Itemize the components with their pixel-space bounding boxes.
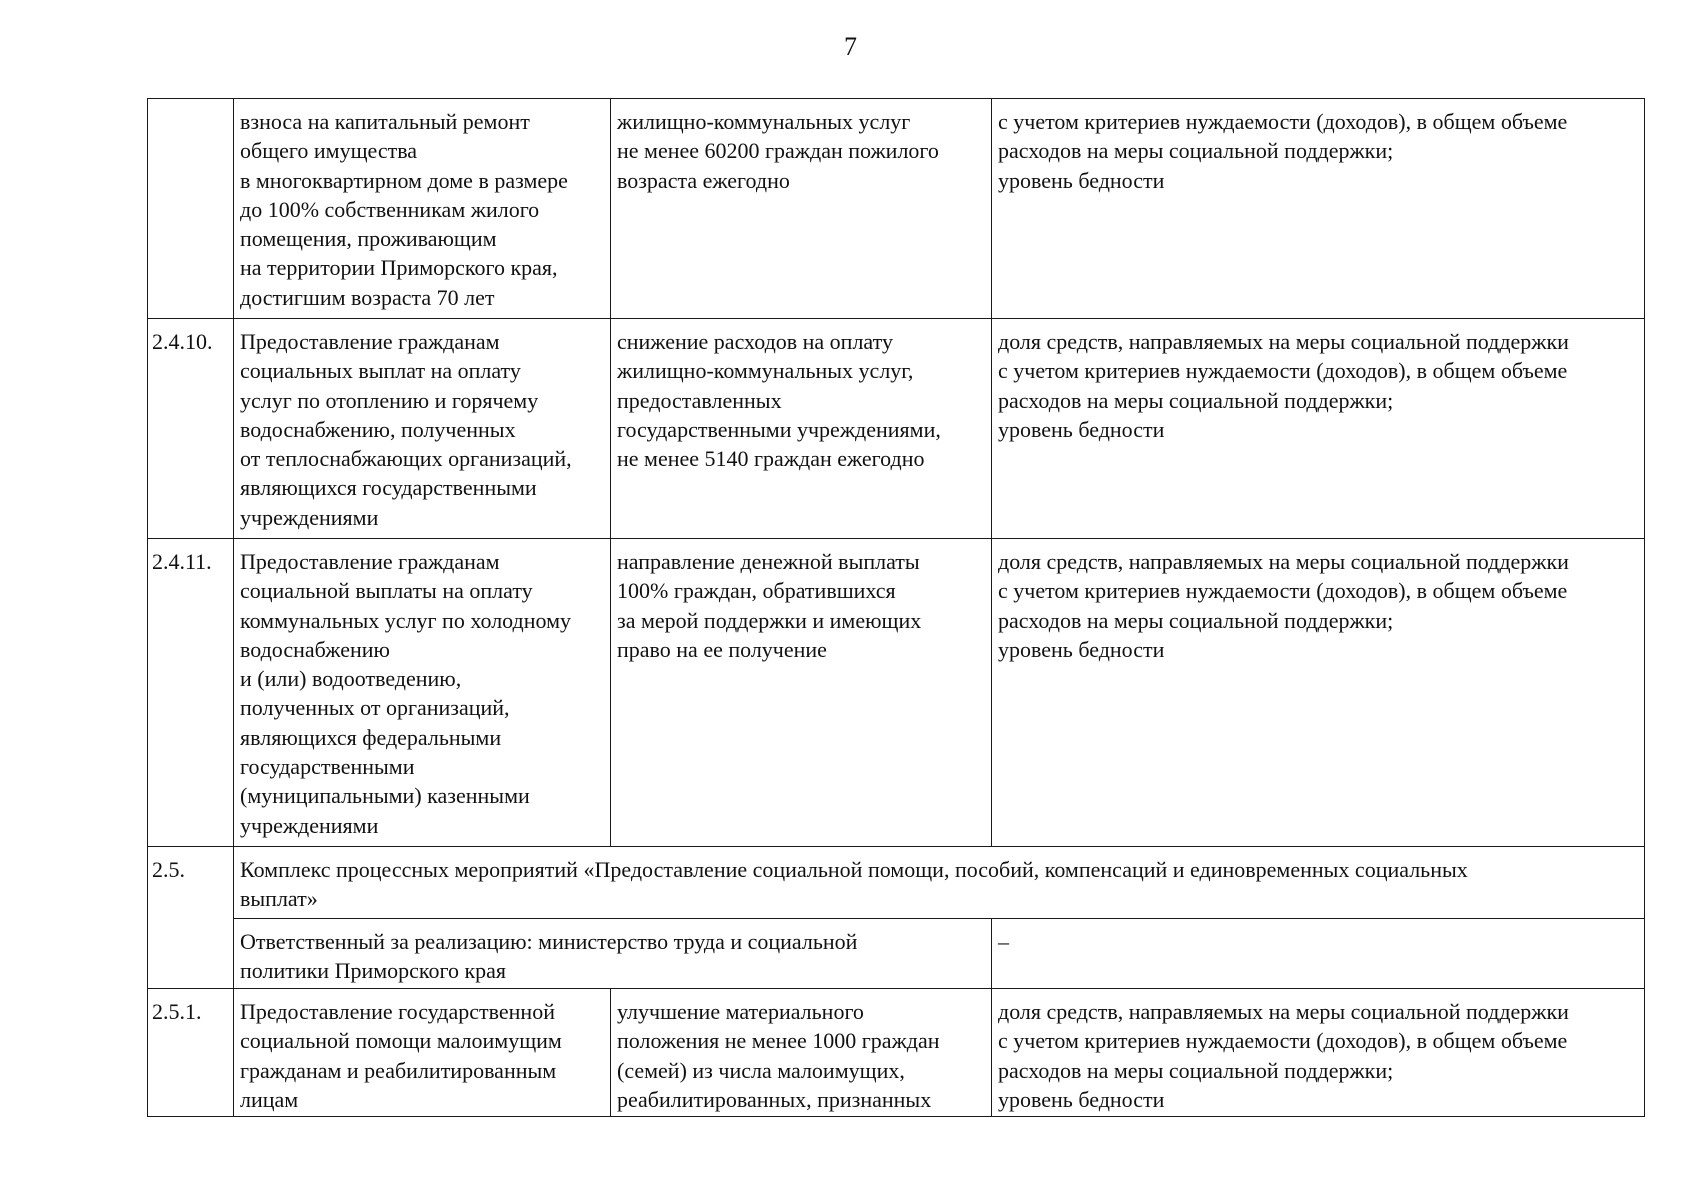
text-line: с учетом критериев нуждаемости (доходов), в общем объеме (998, 1028, 1568, 1054)
responsible-cell (234, 919, 992, 989)
text-line: снижение расходов на оплату (617, 329, 893, 354)
text-line: выплат» (240, 886, 318, 912)
text-line: учреждениями (240, 504, 379, 530)
indicator-cell (992, 989, 1645, 1117)
result-cell (611, 319, 992, 539)
text-line: направление денежной выплаты (617, 549, 920, 574)
text-line: социальной помощи малоимущим (240, 1028, 562, 1054)
text-line: водоснабжению (240, 636, 390, 662)
text-line: доля средств, направляемых на меры социальной поддержки (998, 999, 1569, 1024)
text-line: до 100% собственникам жилого (240, 196, 540, 222)
page-number: 7 (844, 32, 857, 61)
text-line: уровень бедности (998, 416, 1165, 442)
text-line: уровень бедности (998, 636, 1165, 662)
text-line: жилищно-коммунальных услуг (617, 109, 911, 134)
text-line: полученных от организаций, (240, 695, 510, 721)
text-line: социальных выплат на оплату (240, 358, 521, 384)
text-line: общего имущества (240, 138, 418, 164)
text-line: с учетом критериев нуждаемости (доходов), в общем объеме (998, 578, 1568, 604)
responsible-right-cell: – (992, 919, 1645, 989)
table-row (148, 99, 1645, 319)
text-line: Комплекс процессных мероприятий «Предоставление социальной помощи, пособий, компенсаций и единовременных социальных (240, 857, 1468, 882)
text-line: положения не менее 1000 граждан (617, 1028, 940, 1054)
section-number: 2.5. (148, 847, 234, 989)
text-line: государственными (240, 754, 415, 780)
result-cell (611, 99, 992, 319)
text-line: лицам (240, 1086, 299, 1112)
text-line: (муниципальными) казенными (240, 783, 530, 809)
measure-cell (234, 539, 611, 847)
text-line: доля средств, направляемых на меры социальной поддержки (998, 549, 1569, 574)
text-line: расходов на меры социальной поддержки; (998, 387, 1394, 413)
row-number: 2.5.1. (148, 989, 234, 1117)
row-number: 2.4.10. (148, 319, 234, 539)
text-line: расходов на меры социальной поддержки; (998, 1057, 1394, 1083)
result-cell (611, 989, 992, 1117)
text-line: коммунальных услуг по холодному (240, 607, 572, 633)
text-line: государственными учреждениями, (617, 416, 941, 442)
section-title (234, 847, 1645, 919)
indicator-cell (992, 539, 1645, 847)
text-line: социальной выплаты на оплату (240, 578, 533, 604)
text-line: водоснабжению, полученных (240, 416, 516, 442)
indicator-cell (992, 319, 1645, 539)
text-line: уровень бедности (998, 167, 1165, 193)
measure-cell (234, 989, 611, 1117)
text-line: не менее 60200 граждан пожилого (617, 138, 939, 164)
text-line: являющихся федеральными (240, 724, 502, 750)
text-line: политики Приморского края (240, 958, 507, 984)
measures-table (147, 98, 1645, 1117)
text-line: гражданам и реабилитированным (240, 1057, 557, 1083)
text-line: за мерой поддержки и имеющих (617, 607, 922, 633)
indicator-cell (992, 99, 1645, 319)
measure-cell (234, 99, 611, 319)
text-line: уровень бедности (998, 1086, 1165, 1112)
section-row (148, 847, 1645, 919)
text-line: от теплоснабжающих организаций, (240, 446, 572, 472)
text-line: улучшение материального (617, 999, 864, 1024)
text-line: Предоставление гражданам (240, 549, 500, 574)
text-line: взноса на капитальный ремонт (240, 109, 530, 134)
text-line: право на ее получение (617, 636, 827, 662)
result-cell (611, 539, 992, 847)
text-line: помещения, проживающим (240, 226, 497, 252)
text-line: услуг по отоплению и горячему (240, 387, 539, 413)
responsible-row (148, 919, 1645, 989)
text-line: учреждениями (240, 812, 379, 838)
table-row (148, 539, 1645, 847)
table-row (148, 319, 1645, 539)
text-line: расходов на меры социальной поддержки; (998, 138, 1394, 164)
text-line: с учетом критериев нуждаемости (доходов), в общем объеме (998, 358, 1568, 384)
text-line: Ответственный за реализацию: министерство труда и социальной (240, 929, 858, 954)
text-line: предоставленных (617, 387, 782, 413)
text-line: возраста ежегодно (617, 167, 790, 193)
text-line: (семей) из числа малоимущих, (617, 1057, 905, 1083)
text-line: 100% граждан, обратившихся (617, 578, 896, 604)
text-line: Предоставление государственной (240, 999, 555, 1024)
text-line: не менее 5140 граждан ежегодно (617, 446, 925, 472)
text-line: на территории Приморского края, (240, 255, 558, 281)
text-line: с учетом критериев нуждаемости (доходов), в общем объеме (998, 109, 1568, 134)
table-row (148, 989, 1645, 1117)
measure-cell (234, 319, 611, 539)
text-line: и (или) водоотведению, (240, 666, 462, 692)
text-line: Предоставление гражданам (240, 329, 500, 354)
row-number (148, 99, 234, 319)
text-line: в многоквартирном доме в размере (240, 167, 568, 193)
text-line: жилищно-коммунальных услуг, (617, 358, 914, 384)
text-line: являющихся государственными (240, 475, 537, 501)
text-line: доля средств, направляемых на меры социальной поддержки (998, 329, 1569, 354)
text-line: расходов на меры социальной поддержки; (998, 607, 1394, 633)
text-line: реабилитированных, признанных (617, 1086, 932, 1112)
row-number: 2.4.11. (148, 539, 234, 847)
text-line: достигшим возраста 70 лет (240, 284, 495, 310)
